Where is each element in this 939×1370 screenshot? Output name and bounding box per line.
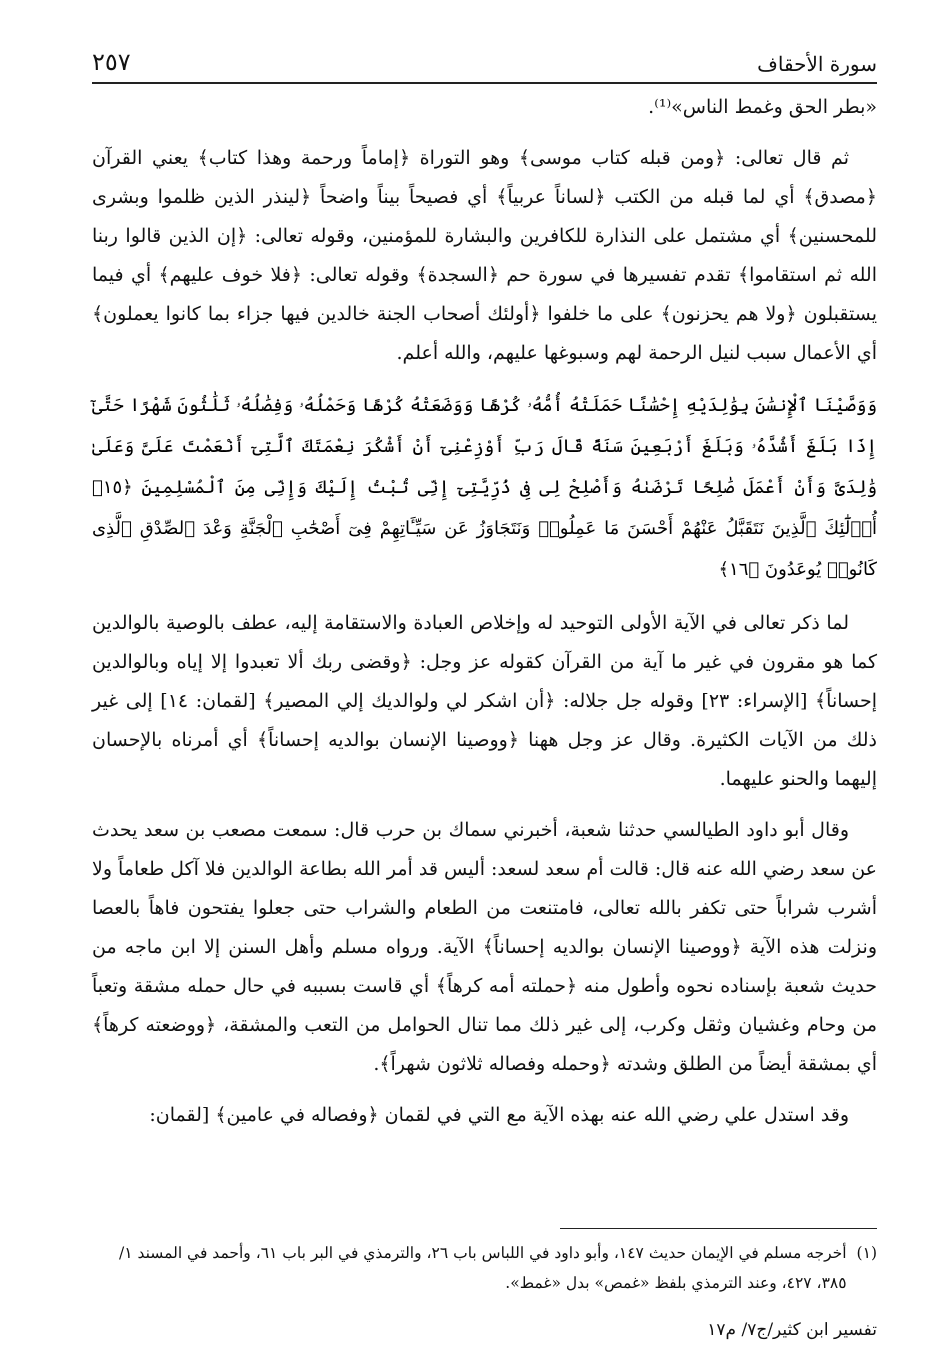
page-signature: تفسير ابن كثير/ج٧/ م١٧ — [707, 1320, 877, 1340]
paragraph-tafsir-2: لما ذكر تعالى في الآية الأولى التوحيد له وإخلاص العبادة والاستقامة إليه، عطف بالوصية بالوالدين كما هو مقرون في غير ما آية من القرآن كقوله عز وجل: ﴿وقضى ربك ألا تعبدوا إلا إياه وبالوالدين إحساناً﴾ [الإسراء: ٢٣] وقوله جل جلاله: ﴿أن اشكر لي ولوالديك إلي المصير﴾ [لقمان: ١٤] إلى غير ذلك من الآيات الكثيرة. وقال عز وجل ههنا ﴿ووصينا الإنسان بوالديه إحساناً﴾ أي أمرناه بالإحسان إليهما والحنو عليهما. — [92, 612, 877, 790]
paragraph-tafsir-1: ثم قال تعالى: ﴿ومن قبله كتاب موسى﴾ وهو التوراة ﴿إماماً ورحمة وهذا كتاب﴾ يعني القرآن ﴿مصدق﴾ أي لما قبله من الكتب ﴿لساناً عربياً﴾ أي فصيحاً بيناً واضحاً ﴿لينذر الذين ظلموا وبشرى للمحسنين﴾ أي مشتمل على النذارة للكافرين والبشارة للمؤمنين، وقوله تعالى: ﴿إن الذين قالوا ربنا الله ثم استقاموا﴾ تقدم تفسيرها في سورة حم ﴿السجدة﴾ وقوله تعالى: ﴿فلا خوف عليهم﴾ أي فيما يستقبلون ﴿ولا هم يحزنون﴾ على ما خلفوا ﴿أولئك أصحاب الجنة خالدين فيها جزاء بما كانوا يعملون﴾ أي الأعمال سبب لنيل الرحمة لهم وسبوغها عليهم، والله أعلم. — [92, 147, 877, 364]
page-body — [92, 88, 877, 1147]
paragraph-tafsir-4: وقد استدل علي رضي الله عنه بهذه الآية مع التي في لقمان ﴿وفصاله في عامين﴾ [لقمان: — [149, 1104, 849, 1126]
page-header — [92, 42, 877, 84]
footnote-item — [92, 1238, 877, 1298]
footnote-marker: (١) — [856, 1244, 877, 1262]
footnote-text: أخرجه مسلم في الإيمان حديث ١٤٧، وأبو داود في اللباس باب ٢٦، والترمذي في البر باب ٦١، وأحمد في المسند ١/ ٣٨٥، ٤٢٧، وعند الترمذي بلفظ «غمص» بدل «غمط». — [119, 1244, 847, 1292]
footnotes — [92, 1238, 877, 1298]
surah-title: سورة الأحقاف — [757, 52, 877, 76]
paragraph-hadith-end: «بطر الحق وغمط الناس»⁽¹⁾. — [648, 96, 877, 118]
footnote-separator — [560, 1228, 877, 1229]
paragraph-tafsir-3: وقال أبو داود الطيالسي حدثنا شعبة، أخبرني سماك بن حرب قال: سمعت مصعب بن سعد يحدث عن سعد رضي الله عنه قال: قالت أم سعد لسعد: أليس قد أمر الله بطاعة الوالدين فلا آكل طعاماً ولا أشرب شراباً حتى تكفر بالله تعالى، فامتنعت من الطعام والشراب حتى جعلوا يفتحون فاهاً بالعصا ونزلت هذه الآية ﴿ووصينا الإنسان بوالديه إحساناً﴾ الآية. ورواه مسلم وأهل السنن إلا ابن ماجه من حديث شعبة بإسناده نحوه وأطول منه ﴿حملته أمه كرهاً﴾ أي قاست بسببه في حال حمله مشقة وتعباً من وحام وغشيان وثقل وكرب، إلى غير ذلك مما تنال الحوامل من التعب والمشقة، ﴿ووضعته كرهاً﴾ أي بمشقة أيضاً من الطلق وشدته ﴿وحمله وفصاله ثلاثون شهراً﴾. — [92, 819, 877, 1075]
page-number: ٢٥٧ — [92, 48, 131, 76]
quran-verses: وَوَصَّيْنَا ٱلْإِنسَٰنَ بِوَٰلِدَيْهِ إِحْسَٰنًا حَمَلَتْهُ أُمُّهُۥ كُرْهًا وَوَضَعَتْهُ كُرْهًا وَحَمْلُهُۥ وَفِصَٰلُهُۥ ثَلَٰثُونَ شَهْرًا حَتَّىٰٓ إِذَا بَلَغَ أَشُدَّهُۥ وَبَلَغَ أَرْبَعِينَ سَنَةً قَالَ رَبِّ أَوْزِعْنِىٓ أَنْ أَشْكُرَ نِعْمَتَكَ ٱلَّتِىٓ أَنْعَمْتَ عَلَىَّ وَعَلَىٰ وَٰلِدَىَّ وَأَنْ أَعْمَلَ صَٰلِحًا تَرْضَىٰهُ وَأَصْلِحْ لِى فِى ذُرِّيَّتِىٓ إِنِّى تُبْتُ إِلَيْكَ وَإِنِّى مِنَ ٱلْمُسْلِمِينَ ﴿١٥﴾ أُو۟لَٰٓئِكَ ٱلَّذِينَ نَتَقَبَّلُ عَنْهُمْ أَحْسَنَ مَا عَمِلُوا۟ وَنَتَجَاوَزُ عَن سَيِّـَٔاتِهِمْ فِىٓ أَصْحَٰبِ ٱلْجَنَّةِ وَعْدَ ٱلصِّدْقِ ٱلَّذِى كَانُوا۟ يُوعَدُونَ ﴿١٦﴾ — [92, 395, 877, 580]
